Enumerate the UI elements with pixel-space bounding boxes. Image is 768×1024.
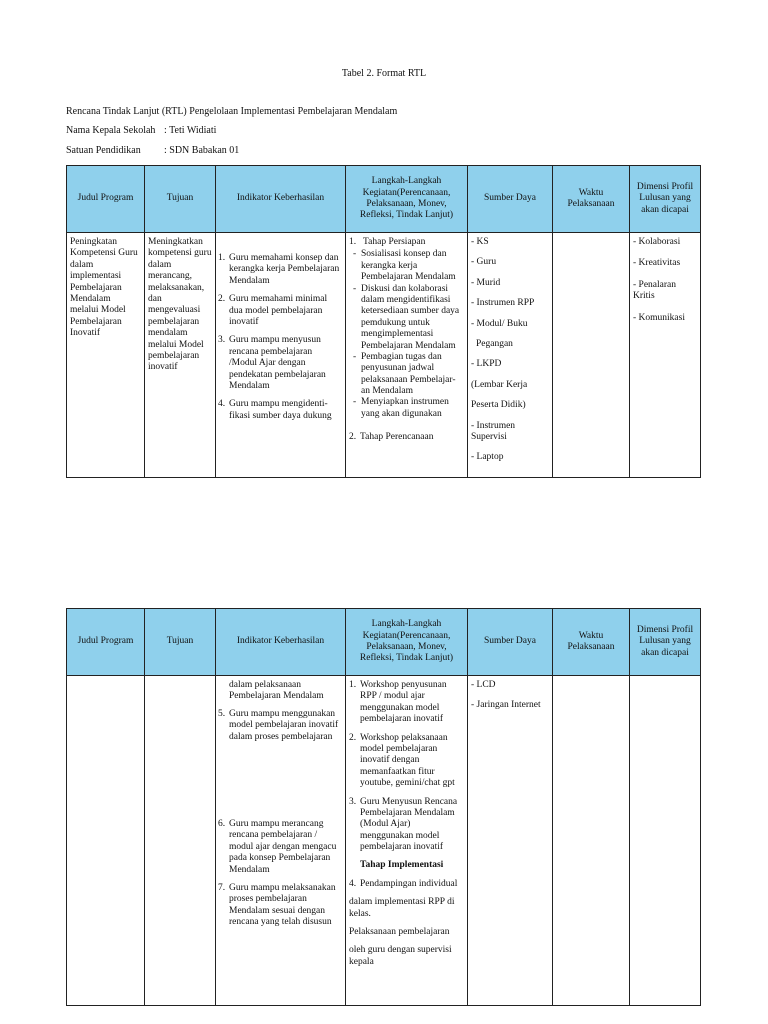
document-title: Tabel 2. Format RTL [341, 68, 427, 79]
list-item: - Kolaborasi [633, 237, 681, 247]
cell-tujuan: Meningkatkan kompetensi guru dalam merancang, melaksanakan, dan mengevaluasi pembelajaran mendalam melalui Model pembelajaran inovatif [145, 233, 216, 478]
list-item: 1. Workshop penyusunan RPP / modul ajar menggunakan model pembelajaran inovatif [349, 680, 447, 725]
cell-program: Peningkatan Kompetensi Guru dalam implementasi Pembelajaran Mendalam melalui Model Pembelajaran Inovatif [67, 233, 145, 478]
header-indikator: Indikator Keberhasilan [216, 166, 346, 233]
table-row [67, 233, 701, 478]
header-waktu: Waktu Pelaksanaan [553, 166, 630, 233]
list-item: 2. Guru memahami minimal dua model pembelajaran inovatif [218, 294, 328, 327]
table-row [67, 676, 701, 1006]
list-item: 2. Tahap Perencanaan [349, 432, 434, 443]
cell-waktu [553, 233, 630, 478]
list-item: - Murid [471, 277, 501, 288]
cell-dimensi [630, 233, 701, 478]
header-judul-program: Judul Program [67, 166, 145, 233]
cell-indikator [216, 676, 346, 1006]
list-item: - Pembagian tugas dan penyusunan jadwal pelaksanaan Pembelajar-an Mendalam [353, 351, 456, 397]
principal-value: : Teti Widiati [164, 125, 217, 136]
header-langkah: Langkah-Langkah Kegiatan(Perencanaan, Pelaksanaan, Monev, Refleksi, Tindak Lanjut) [346, 166, 468, 233]
header-judul-program: Judul Program [67, 609, 145, 676]
cell-sumber-daya [468, 676, 553, 1006]
rtl-table-1 [66, 165, 701, 478]
header-tujuan: Tujuan [145, 166, 216, 233]
rtl-table-2 [66, 608, 701, 1006]
header-waktu: Waktu Pelaksanaan [553, 609, 630, 676]
list-item: 3. Guru Menyusun Rencana Pembelajaran Mendalam (Modul Ajar) menggunakan model pembelajaran inovatif [349, 796, 458, 853]
list-item: - LCD [471, 680, 496, 690]
list-item: - Diskusi dan kolaborasi dalam mengidentifikasi ketersediaan sumber daya pemdukung untuk mengimplementasi Pembelajaran Mendalam [353, 283, 460, 351]
school-value: : SDN Babakan 01 [164, 145, 240, 156]
cell-sumber-daya [468, 233, 553, 478]
list-item: - Guru [471, 257, 497, 268]
cell-langkah [346, 676, 468, 1006]
header-dimensi: Dimensi Profil Lulusan yang akan dicapai [630, 166, 701, 233]
header-sumber-daya: Sumber Daya [468, 166, 553, 233]
list-item: - Modul/ Buku [471, 318, 528, 329]
paragraph: dalam implementasi RPP di kelas. [349, 897, 455, 919]
list-item: - Laptop [471, 452, 504, 463]
list-item: - Kreativitas [633, 258, 681, 269]
list-item: - Jaringan Internet [471, 700, 541, 711]
school-line [66, 145, 239, 157]
list-item: - Instrumen Supervisi [471, 420, 516, 442]
list-item: 5. Guru mampu menggunakan model pembelajaran inovatif dalam proses pembelajaran [218, 708, 339, 742]
principal-line [66, 125, 216, 137]
list-item: - Menyiapkan instrumen yang akan digunakan [353, 397, 449, 419]
plan-title: Rencana Tindak Lanjut (RTL) Pengelolaan Implementasi Pembelajaran Mendalam [66, 106, 398, 117]
cell-indikator [216, 233, 346, 478]
header-langkah: Langkah-Langkah Kegiatan(Perencanaan, Pelaksanaan, Monev, Refleksi, Tindak Lanjut) [346, 609, 468, 676]
list-item: 1. Guru memahami konsep dan kerangka kerja Pembelajaran Mendalam [218, 253, 340, 286]
list-item: (Lembar Kerja [471, 379, 528, 390]
school-label: Satuan Pendidikan [66, 145, 141, 156]
header-dimensi: Dimensi Profil Lulusan yang akan dicapai [630, 609, 701, 676]
list-item: - Komunikasi [633, 312, 685, 323]
list-item: - LKPD [471, 359, 502, 370]
cell-tujuan [145, 676, 216, 1006]
paragraph: oleh guru dengan supervisi kepala [349, 945, 452, 967]
header-tujuan: Tujuan [145, 609, 216, 676]
list-item: - Instrumen RPP [471, 298, 535, 309]
section-title: Tahap Implementasi [360, 860, 444, 871]
list-item: - KS [471, 237, 489, 247]
list-item: Peserta Didik) [471, 400, 526, 411]
header-indikator: Indikator Keberhasilan [216, 609, 346, 676]
list-item: - Sosialisasi konsep dan kerangka kerja Pembelajaran Mendalam [353, 249, 456, 283]
list-item: 1. Tahap Persiapan [349, 237, 426, 247]
list-item: 4. Guru mampu mengidenti-fikasi sumber daya dukung [218, 399, 332, 421]
cell-waktu [553, 676, 630, 1006]
list-item: 6. Guru mampu merancang rencana pembelajaran / modul ajar dengan mengacu pada konsep Pembelajaran Mendalam [218, 818, 337, 875]
paragraph: Pelaksanaan pembelajaran [349, 927, 450, 938]
list-item: 3. Guru mampu menyusun rencana pembelajaran /Modul Ajar dengan pendekatan pembelajaran Mendalam [218, 335, 326, 391]
list-item: dalam pelaksanaan Pembelajaran Mendalam [229, 680, 324, 702]
list-item: 7. Guru mampu melaksanakan proses pembelajaran Mendalam sesuai dengan rencana yang telah disusun [218, 882, 336, 928]
header-sumber-daya: Sumber Daya [468, 609, 553, 676]
cell-program [67, 676, 145, 1006]
cell-dimensi [630, 676, 701, 1006]
list-item: 2. Workshop pelaksanaan model pembelajaran inovatif dengan memanfaatkan fitur youtube, gemini/chat gpt [349, 732, 455, 789]
list-item: - Penalaran Kritis [633, 279, 676, 302]
principal-label: Nama Kepala Sekolah [66, 125, 156, 136]
list-item: 4. Pendampingan individual [349, 878, 458, 889]
list-item: Pegangan [476, 338, 513, 349]
cell-langkah [346, 233, 468, 478]
